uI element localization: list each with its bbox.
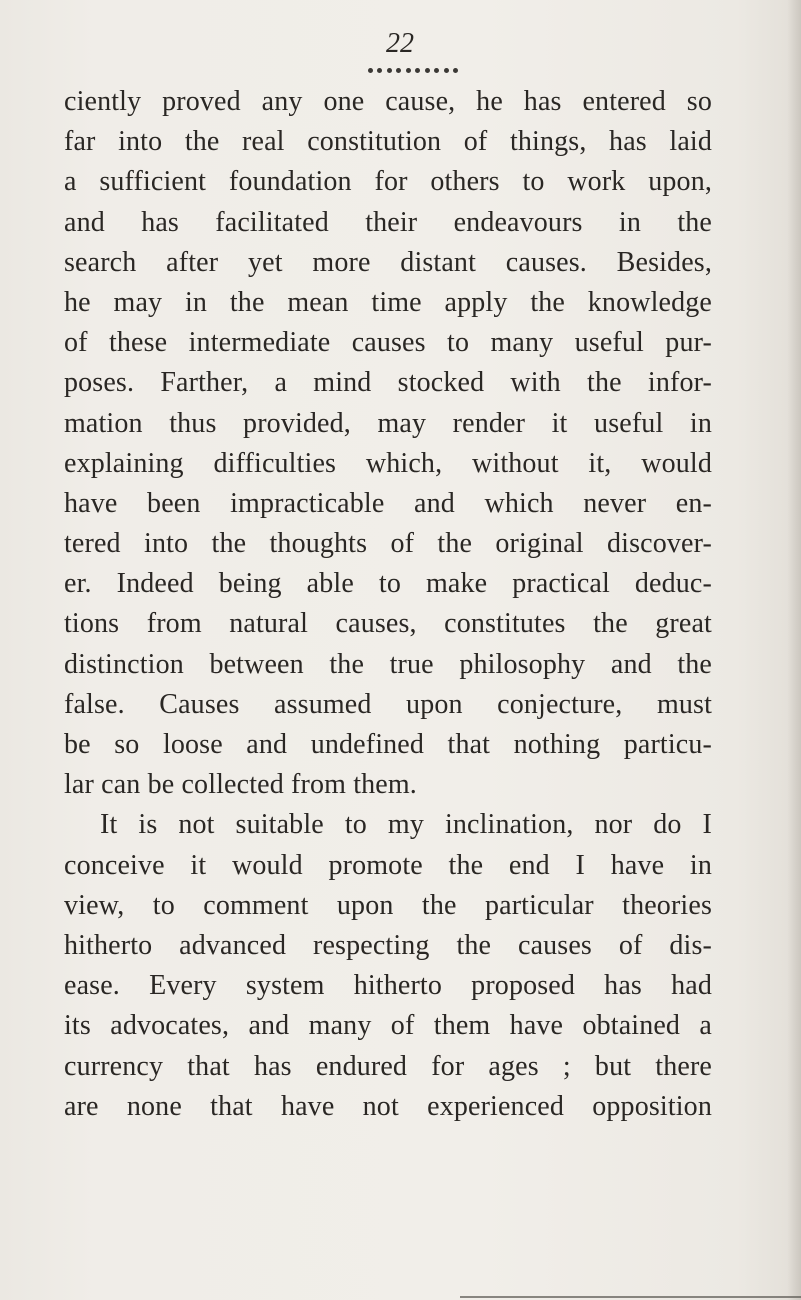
ornament-dot [453, 68, 458, 73]
text-line: he may in the mean time apply the knowledge [64, 286, 712, 318]
ornament-dot [444, 68, 449, 73]
text-line: lar can be collected from them. [64, 769, 417, 801]
page-bottom-rule [460, 1296, 801, 1298]
ornament-dot [396, 68, 401, 73]
text-line: er. Indeed being able to make practical deduc- [64, 568, 712, 600]
text-line: are none that have not experienced opposition [64, 1090, 712, 1122]
text-line: search after yet more distant causes. Besides, [64, 246, 712, 278]
text-line: have been impracticable and which never en- [64, 487, 712, 519]
text-line: tions from natural causes, constitutes the great [64, 608, 712, 640]
text-line: explaining difficulties which, without it, would [64, 447, 712, 479]
text-line: a sufficient foundation for others to work upon, [64, 166, 712, 198]
text-line: of these intermediate causes to many useful pur- [64, 327, 712, 359]
text-line: and has facilitated their endeavours in the [64, 206, 712, 238]
text-line: tered into the thoughts of the original discover- [64, 528, 712, 560]
text-line: distinction between the true philosophy and the [64, 648, 712, 680]
page-edge-shadow [787, 0, 801, 1300]
ornament-dot [415, 68, 420, 73]
body-text [64, 82, 712, 1127]
text-line: be so loose and undefined that nothing particu- [64, 729, 712, 760]
ornament-dot [406, 68, 411, 73]
ornament-dot [387, 68, 392, 73]
ornament-dot [368, 68, 373, 73]
text-line: mation thus provided, may render it useful in [64, 407, 712, 439]
text-line: hitherto advanced respecting the causes of dis- [64, 929, 712, 961]
ornament-dot [425, 68, 430, 73]
text-line: view, to comment upon the particular theories [64, 889, 712, 921]
text-line: currency that has endured for ages ; but there [64, 1050, 712, 1082]
ornament-dot [377, 68, 382, 73]
text-line: false. Causes assumed upon conjecture, must [64, 688, 712, 720]
text-line: far into the real constitution of things, has laid [64, 126, 712, 158]
text-line: ease. Every system hitherto proposed has had [64, 970, 712, 1002]
header-ornament [368, 66, 458, 74]
text-line: its advocates, and many of them have obtained a [64, 1010, 712, 1042]
text-line: It is not suitable to my inclination, nor do I [100, 809, 712, 841]
text-line: poses. Farther, a mind stocked with the infor- [64, 367, 712, 399]
ornament-dot [434, 68, 439, 73]
text-line: ciently proved any one cause, he has entered so [64, 86, 712, 117]
text-line: conceive it would promote the end I have in [64, 849, 712, 881]
page-number: 22 [386, 28, 414, 59]
